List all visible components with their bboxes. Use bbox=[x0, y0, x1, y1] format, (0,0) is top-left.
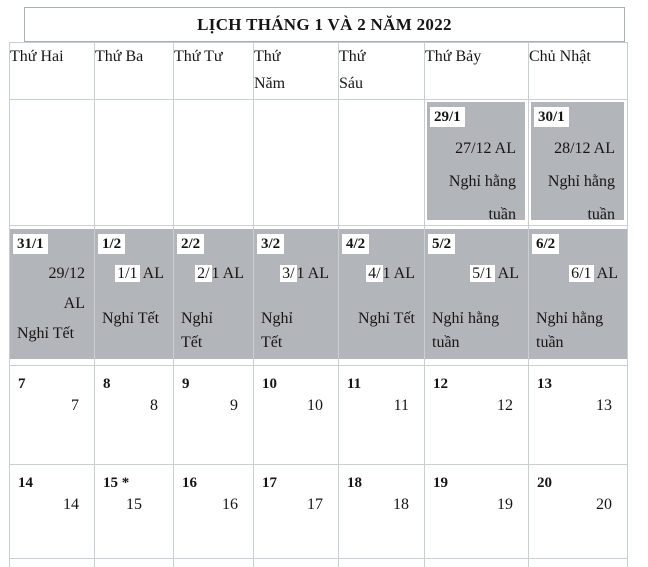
date-badge: 4/2 bbox=[342, 234, 369, 254]
note-line: Nghỉ Tết bbox=[17, 325, 75, 342]
note-line: tuần bbox=[587, 206, 615, 223]
day-cell bbox=[174, 465, 254, 559]
holiday-shade bbox=[531, 102, 624, 223]
date-badge: 6/2 bbox=[532, 234, 559, 254]
lunar-rest: AL bbox=[593, 265, 618, 282]
lunar-line bbox=[254, 259, 338, 289]
note-line: tuần bbox=[432, 334, 460, 351]
note-line: Nghỉ hằng bbox=[432, 310, 500, 327]
note-line: Nghỉ Tết bbox=[357, 310, 415, 327]
note-line: tuần bbox=[488, 206, 516, 223]
solar-date: 10 bbox=[262, 376, 277, 392]
empty-cell bbox=[254, 100, 339, 226]
weekday-label: Năm bbox=[254, 75, 286, 92]
holiday-shade bbox=[339, 229, 424, 359]
lunar-rest: 1 AL bbox=[382, 265, 415, 282]
holiday-cell bbox=[529, 100, 628, 226]
lunar-date: 10 bbox=[307, 397, 323, 414]
date-badge-row bbox=[534, 107, 624, 132]
week-row-1 bbox=[10, 100, 628, 226]
empty-cell bbox=[95, 559, 174, 567]
day-cell bbox=[95, 465, 174, 559]
empty-cell bbox=[174, 100, 254, 226]
weekday-label: Thứ bbox=[254, 48, 281, 65]
lunar-date: 19 bbox=[497, 496, 513, 513]
holiday-cell bbox=[254, 226, 339, 366]
holiday-shade bbox=[95, 229, 173, 359]
lunar-line bbox=[95, 259, 173, 289]
lunar-date: 8 bbox=[150, 397, 158, 414]
highlight-chip: 4/ bbox=[368, 265, 381, 282]
day-cell bbox=[529, 465, 628, 559]
solar-date: 12 bbox=[433, 376, 448, 392]
holiday-cell bbox=[10, 226, 95, 366]
date-badge: 29/1 bbox=[430, 107, 465, 127]
lunar-date: 20 bbox=[596, 496, 612, 513]
solar-date: 18 bbox=[347, 475, 362, 491]
lunar-rest: 1 AL bbox=[296, 265, 329, 282]
holiday-cell bbox=[425, 226, 529, 366]
holiday-cell bbox=[95, 226, 174, 366]
note-line: Nghỉ bbox=[261, 310, 293, 327]
empty-cell bbox=[174, 559, 254, 567]
solar-date: 11 bbox=[347, 376, 362, 392]
note-line: Nghỉ Tết bbox=[102, 310, 160, 327]
lunar-line bbox=[174, 259, 253, 289]
weekday-label: Thứ Hai bbox=[10, 48, 64, 65]
week-row-3 bbox=[10, 366, 628, 465]
solar-date: 8 bbox=[103, 376, 111, 392]
day-cell bbox=[529, 366, 628, 465]
week-row-5 bbox=[10, 559, 628, 567]
lunar-date: 9 bbox=[230, 397, 238, 414]
highlight-chip: 2/ bbox=[197, 265, 210, 282]
note-line: Tết bbox=[181, 334, 203, 351]
highlight-chip: 3/ bbox=[282, 265, 295, 282]
lunar-line: 29/12 bbox=[48, 265, 85, 282]
week-row-2 bbox=[10, 226, 628, 366]
calendar-title: LỊCH THÁNG 1 VÀ 2 NĂM 2022 bbox=[24, 7, 625, 42]
calendar-table bbox=[9, 42, 628, 567]
solar-date: 17 bbox=[262, 475, 277, 491]
day-cell bbox=[174, 366, 254, 465]
note-line: Nghỉ bbox=[181, 310, 213, 327]
solar-date: 15 * bbox=[103, 475, 130, 491]
weekday-header-cell bbox=[174, 43, 254, 100]
empty-cell bbox=[339, 559, 425, 567]
note-line: Tết bbox=[261, 334, 283, 351]
empty-cell bbox=[10, 100, 95, 226]
day-cell bbox=[10, 366, 95, 465]
lunar-date: 15 bbox=[126, 496, 142, 513]
weekday-label: Thứ bbox=[339, 48, 366, 65]
note-line: Nghỉ hằng bbox=[448, 173, 516, 190]
date-badge-row bbox=[532, 234, 627, 259]
weekday-header-cell bbox=[10, 43, 95, 100]
lunar-date: 11 bbox=[393, 397, 409, 414]
holiday-shade bbox=[174, 229, 253, 359]
weekday-label: Thứ Tư bbox=[174, 48, 223, 65]
date-badge-row bbox=[428, 234, 528, 259]
note-line: tuần bbox=[536, 334, 564, 351]
lunar-date: 18 bbox=[393, 496, 409, 513]
weekday-header-cell bbox=[254, 43, 339, 100]
highlight-chip: 6/1 bbox=[571, 265, 592, 282]
holiday-cell bbox=[425, 100, 529, 226]
solar-date: 7 bbox=[18, 376, 26, 392]
date-badge: 30/1 bbox=[534, 107, 569, 127]
date-badge: 1/2 bbox=[98, 234, 125, 254]
lunar-rest: 1 AL bbox=[211, 265, 244, 282]
date-badge: 3/2 bbox=[257, 234, 284, 254]
day-cell bbox=[339, 366, 425, 465]
holiday-shade bbox=[427, 102, 525, 223]
lunar-date: 7 bbox=[71, 397, 79, 414]
holiday-shade bbox=[254, 229, 338, 359]
lunar-line: 27/12 AL bbox=[455, 140, 516, 157]
lunar-line bbox=[425, 259, 528, 289]
weekday-header-cell bbox=[425, 43, 529, 100]
date-badge-row bbox=[177, 234, 253, 259]
highlight-chip: 1/1 bbox=[117, 265, 138, 282]
lunar-date: 13 bbox=[596, 397, 612, 414]
lunar-line: AL bbox=[63, 295, 85, 312]
day-cell bbox=[10, 465, 95, 559]
lunar-rest: AL bbox=[139, 265, 164, 282]
day-cell bbox=[254, 366, 339, 465]
day-cell bbox=[339, 465, 425, 559]
day-cell bbox=[425, 366, 529, 465]
weekday-label: Thứ Bảy bbox=[425, 48, 482, 65]
solar-date: 19 bbox=[433, 475, 448, 491]
holiday-cell bbox=[339, 226, 425, 366]
holiday-shade bbox=[425, 229, 528, 359]
empty-cell bbox=[339, 100, 425, 226]
day-cell bbox=[95, 366, 174, 465]
weekday-header-cell bbox=[95, 43, 174, 100]
holiday-cell bbox=[529, 226, 628, 366]
week-row-4 bbox=[10, 465, 628, 559]
holiday-cell bbox=[174, 226, 254, 366]
note-line: Nghỉ hằng bbox=[536, 310, 604, 327]
empty-cell bbox=[95, 100, 174, 226]
solar-date: 16 bbox=[182, 475, 197, 491]
lunar-date: 17 bbox=[307, 496, 323, 513]
weekday-header-row bbox=[10, 43, 628, 100]
empty-cell bbox=[529, 559, 628, 567]
day-cell bbox=[254, 465, 339, 559]
weekday-label: Thứ Ba bbox=[95, 48, 144, 65]
lunar-date: 14 bbox=[63, 496, 79, 513]
date-badge-row bbox=[257, 234, 338, 259]
date-badge: 31/1 bbox=[13, 234, 48, 254]
holiday-shade bbox=[10, 229, 94, 359]
lunar-line bbox=[339, 259, 424, 289]
lunar-line bbox=[529, 259, 627, 289]
empty-cell bbox=[425, 559, 529, 567]
weekday-header-cell bbox=[339, 43, 425, 100]
day-cell bbox=[425, 465, 529, 559]
weekday-label: Sáu bbox=[339, 75, 363, 92]
date-badge-row bbox=[430, 107, 525, 132]
date-badge: 2/2 bbox=[177, 234, 204, 254]
solar-date: 13 bbox=[537, 376, 552, 392]
date-badge-row bbox=[342, 234, 424, 259]
empty-cell bbox=[254, 559, 339, 567]
solar-date: 20 bbox=[537, 475, 552, 491]
lunar-rest: AL bbox=[494, 265, 519, 282]
lunar-line: 28/12 AL bbox=[554, 140, 615, 157]
solar-date: 14 bbox=[18, 475, 33, 491]
date-badge: 5/2 bbox=[428, 234, 455, 254]
highlight-chip: 5/1 bbox=[472, 265, 493, 282]
solar-date: 9 bbox=[182, 376, 190, 392]
date-badge-row bbox=[13, 234, 94, 259]
weekday-label: Chủ Nhật bbox=[529, 48, 591, 65]
holiday-shade bbox=[529, 229, 627, 359]
lunar-date: 12 bbox=[497, 397, 513, 414]
empty-cell bbox=[10, 559, 95, 567]
date-badge-row bbox=[98, 234, 173, 259]
note-line: Nghỉ hằng bbox=[547, 173, 615, 190]
lunar-date: 16 bbox=[222, 496, 238, 513]
weekday-header-cell bbox=[529, 43, 628, 100]
